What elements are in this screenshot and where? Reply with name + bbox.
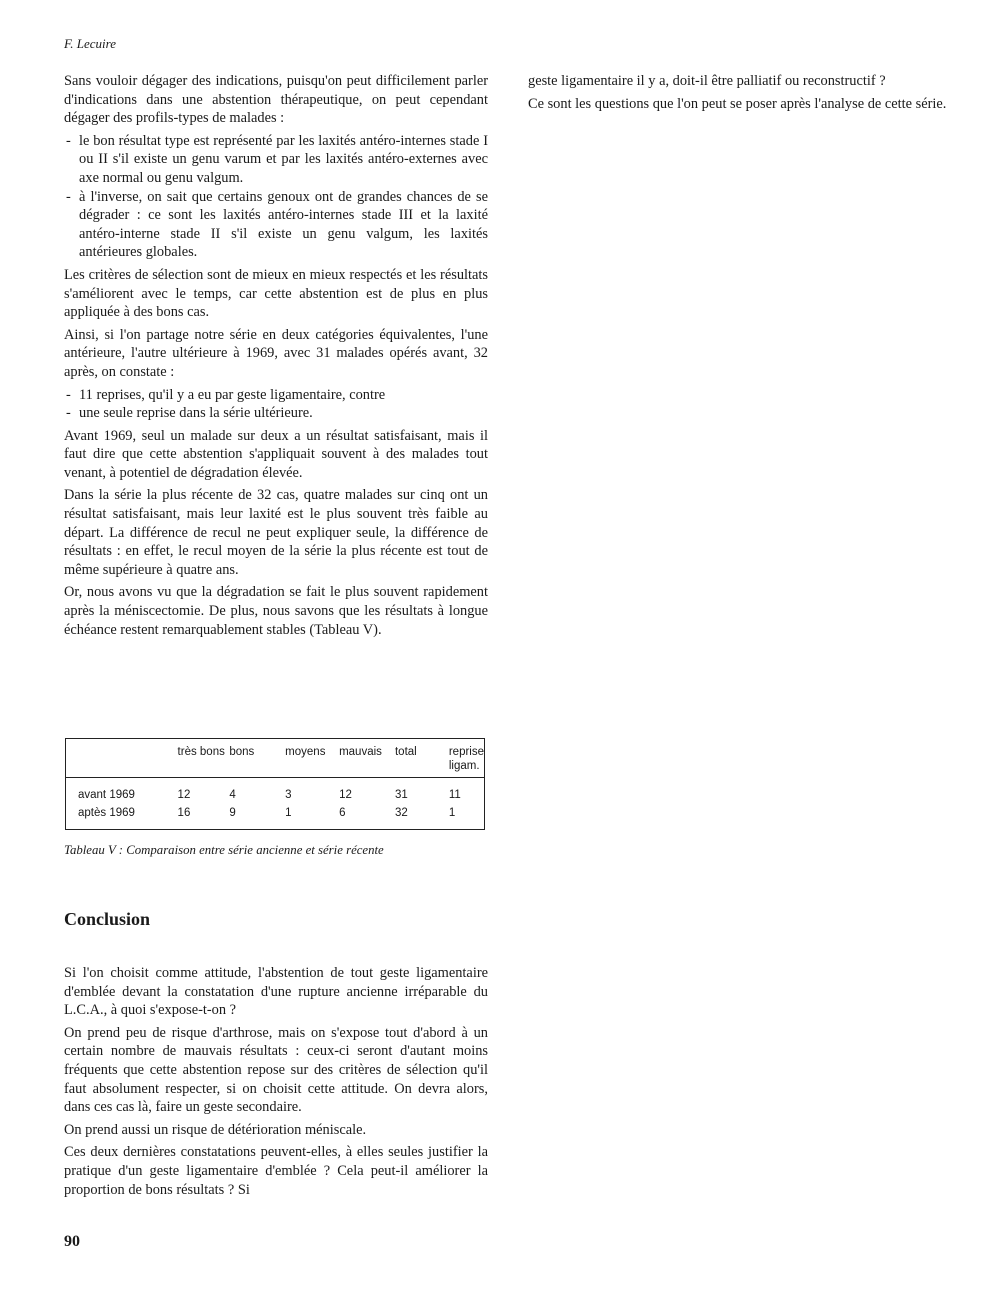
table-header-cell: reprise ligam. [448,746,484,772]
table-row [66,778,484,805]
page-number: 90 [64,1233,80,1250]
table-header-cell: bons [229,746,255,758]
list-item: - à l'inverse, on sait que certains genoux ont de grandes chances de se dégrader : ce sont les laxités antéro-internes stade III et la laxité antéro-interne stade II s'il existe un genu valgum, les laxités antérieures globales. [64,188,488,262]
paragraph: On prend peu de risque d'arthrose, mais on s'expose tout d'abord à un certain nombre de mauvais résultats : ceux-ci seront d'autant moins fréquents que cette abstention repose sur des critères de sélection qu'il faut absolument respecter, si on choisit cette attitude. On devra alors, dans ces cas là, faire un geste secondaire. [64,1024,488,1116]
conclusion-text [64,964,488,1203]
table-header-cell: mauvais [339,746,382,758]
left-column [64,72,488,643]
section-heading: Conclusion [64,909,151,929]
table-cell: 1 [285,807,292,819]
paragraph: Ces deux dernières constatations peuvent-elles, à elles seules justifier la pratique d'un geste ligamentaire d'emblée ? Cela peut-il améliorer la proportion de bons résultats ? Si [64,1144,488,1198]
paragraph: Dans la série la plus récente de 32 cas, quatre malades sur cinq ont un résultat satisfaisant, mais leur laxité est le plus souvent très faible au départ. La différence de recul ne peut expliquer seule, la différence de résultats : en effet, le recul moyen de la série la plus récente est tout de même supérieure à quatre ans. [64,487,488,578]
list-item: - une seule reprise dans la série ultérieure. [64,404,488,423]
table-header-cell: très bons [177,746,225,758]
table-caption: Tableau V : Comparaison entre série ancienne et série récente [64,843,384,857]
paragraph: On prend aussi un risque de détérioration méniscale. [64,1121,367,1138]
table-cell: aptès 1969 [78,807,135,819]
table-cell: 31 [394,789,408,801]
paragraph: geste ligamentaire il y a, doit-il être palliatif ou reconstructif ? [528,73,886,89]
paragraph: Si l'on choisit comme attitude, l'abstention de tout geste ligamentaire d'emblée devant la constatation d'une rupture ancienne irréparable du L.C.A., à quoi s'expose-t-on ? [64,965,488,1019]
table-cell: 6 [339,807,346,819]
table-cell: 12 [177,789,191,801]
reprise-list [64,386,488,423]
paragraph: Les critères de sélection sont de mieux en mieux respectés et les résultats s'améliorent avec le temps, car cette abstention est de plus en plus appliquée à des bons cas. [64,266,488,321]
paragraph: Avant 1969, seul un malade sur deux a un résultat satisfaisant, mais il faut dire que cette abstention s'appliquait souvent à des malades tout venant, à potentiel de dégradation élevée. [64,427,488,481]
paragraph: Ce sont les questions que l'on peut se poser après l'analyse de cette série. [528,95,947,112]
running-head-author: F. Lecuire [64,36,116,51]
table-cell: 11 [448,789,461,801]
results-table [65,738,485,830]
table-cell: 9 [229,807,236,819]
list-item: - 11 reprises, qu'il y a eu par geste ligamentaire, contre [64,386,488,405]
table-cell: 32 [394,807,408,819]
table-row [66,804,484,822]
table-cell: 1 [448,807,456,819]
table-cell: 4 [229,789,236,801]
table-header-row [66,739,484,778]
table-cell: 3 [285,789,292,801]
profile-list [64,132,488,262]
paragraph: Ainsi, si l'on partage notre série en deux catégories équivalentes, l'une antérieure, l'autre ultérieure à 1969, avec 31 malades opérés avant, 32 après, on constate : [64,326,488,380]
list-item: - le bon résultat type est représenté par les laxités antéro-internes stade I ou II s'il existe un genu varum et par les laxités antéro-externes avec axe normal ou genu valgum. [64,132,488,188]
paragraph: Or, nous avons vu que la dégradation se fait le plus souvent rapidement après la méniscectomie. De plus, nous savons que les résultats à longue échéance restent remarquablement stables (Tableau V). [64,584,488,638]
table-header-cell: total [394,746,417,758]
right-column [528,72,952,117]
table-header-cell [66,739,178,778]
table-cell: 12 [339,789,352,801]
table-cell: 16 [177,807,191,819]
table-cell: avant 1969 [78,789,135,801]
paragraph: Sans vouloir dégager des indications, puisqu'on peut difficilement parler d'indications dans une abstention thérapeutique, on peut cependant dégager des profils-types de malades : [64,73,488,127]
table-header-cell: moyens [285,746,326,758]
